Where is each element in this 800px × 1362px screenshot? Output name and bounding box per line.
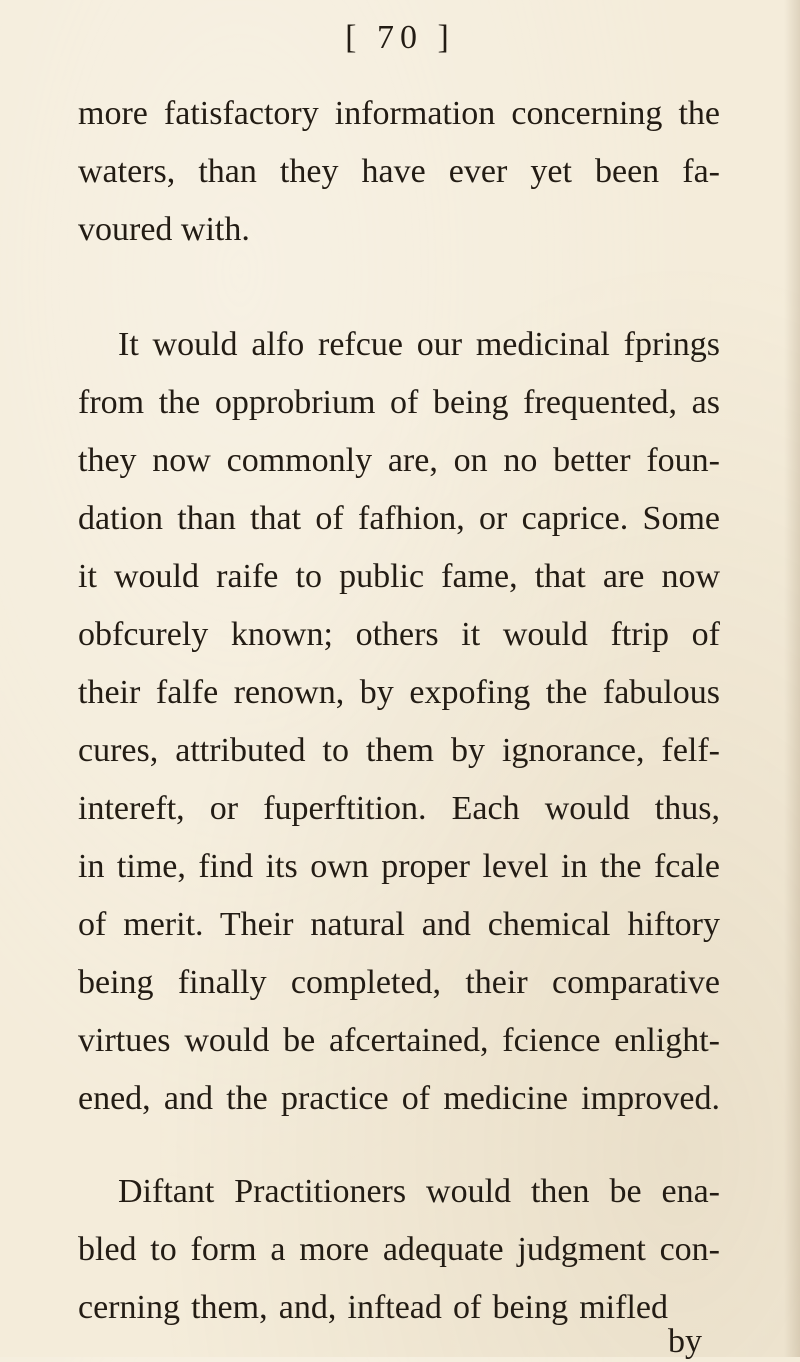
text-line-8: it would raife to public fame, that are now bbox=[78, 558, 720, 595]
catchword: by bbox=[668, 1323, 702, 1360]
text-line-18: Diftant Practitioners would then be ena- bbox=[118, 1173, 720, 1210]
text-line-17: ened, and the practice of medicine improved. bbox=[78, 1080, 720, 1117]
text-line-1: more fatisfactory information concerning the bbox=[78, 95, 720, 132]
text-line-5: from the opprobrium of being frequented, as bbox=[78, 384, 720, 421]
text-line-15: being finally completed, their comparative bbox=[78, 964, 720, 1001]
page-number: [ 70 ] bbox=[345, 19, 455, 56]
text-line-6: they now commonly are, on no better foun- bbox=[78, 442, 720, 479]
text-line-9: obfcurely known; others it would ftrip of bbox=[78, 616, 720, 653]
text-line-14: of merit. Their natural and chemical hiftory bbox=[78, 906, 720, 943]
text-line-13: in time, find its own proper level in the fcale bbox=[78, 848, 720, 885]
page-edge-shadow bbox=[784, 0, 800, 1357]
text-line-11: cures, attributed to them by ignorance, felf- bbox=[78, 732, 720, 769]
text-line-19: bled to form a more adequate judgment con- bbox=[78, 1231, 720, 1268]
text-line-10: their falfe renown, by expofing the fabulous bbox=[78, 674, 720, 711]
text-line-12: intereft, or fuperftition. Each would thus, bbox=[78, 790, 720, 827]
text-line-20: cerning them, and, inftead of being mifled bbox=[78, 1289, 668, 1326]
text-line-16: virtues would be afcertained, fcience enlight- bbox=[78, 1022, 720, 1059]
text-line-3: voured with. bbox=[78, 211, 250, 248]
text-line-2: waters, than they have ever yet been fa- bbox=[78, 153, 720, 190]
text-line-4: It would alfo refcue our medicinal fprings bbox=[118, 326, 720, 363]
text-line-7: dation than that of fafhion, or caprice. Some bbox=[78, 500, 720, 537]
